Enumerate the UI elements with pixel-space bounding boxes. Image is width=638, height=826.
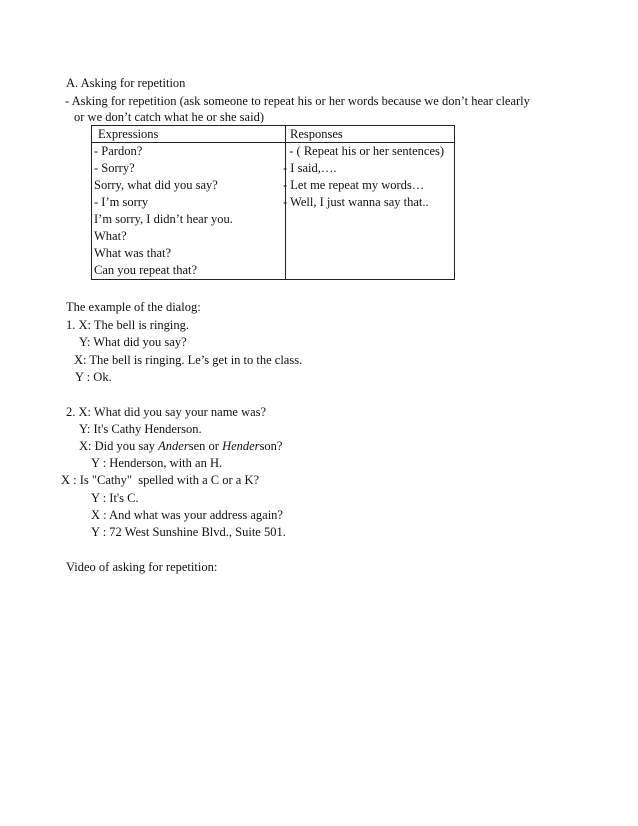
dialog2-line: X : Is "Cathy" spelled with a C or a K?: [61, 473, 260, 487]
section-description-continued: or we don’t catch what he or she said): [74, 110, 264, 124]
expression-item: - Sorry?: [94, 161, 135, 175]
expression-item: - I’m sorry: [94, 195, 149, 209]
dialog2-line: [79, 438, 282, 454]
dialog2-line: Y: It's Cathy Henderson.: [79, 422, 202, 436]
dialog1-line: X: The bell is ringing. Le’s get in to the class.: [74, 353, 303, 367]
video-label: Video of asking for repetition:: [66, 560, 218, 574]
table-row: [92, 143, 455, 280]
dialog1-line: 1. X: The bell is ringing.: [66, 318, 190, 332]
dialog2-line: Y : It's C.: [91, 491, 139, 505]
dialog2-line: Y : Henderson, with an H.: [91, 456, 223, 470]
section-description: - Asking for repetition (ask someone to repeat his or her words because we don’t hear clearly: [65, 94, 530, 108]
response-item: - Let me repeat my words…: [283, 178, 425, 192]
section-heading: A. Asking for repetition: [66, 76, 186, 90]
expressions-table: [91, 125, 455, 280]
dialog2-text: X: Did you say: [79, 439, 159, 453]
dialog2-text: son?: [259, 439, 283, 453]
dialog2-emphasis: Hender: [222, 439, 260, 453]
dialog2-line: 2. X: What did you say your name was?: [66, 405, 267, 419]
response-item: - Well, I just wanna say that..: [283, 195, 429, 209]
table-header-row: [92, 126, 455, 143]
dialog2-line: Y : 72 West Sunshine Blvd., Suite 501.: [91, 525, 286, 539]
expression-item: Sorry, what did you say?: [94, 178, 218, 192]
response-item: - ( Repeat his or her sentences): [283, 144, 445, 158]
dialog2-line: X : And what was your address again?: [91, 508, 283, 522]
dialog1-line: Y: What did you say?: [79, 335, 187, 349]
expressions-cell: [92, 143, 286, 280]
table-header-responses: Responses: [286, 126, 455, 143]
expression-item: I’m sorry, I didn’t hear you.: [94, 212, 233, 226]
responses-cell: [283, 143, 455, 280]
response-item: - I said,….: [283, 161, 337, 175]
example-title: The example of the dialog:: [66, 300, 201, 314]
dialog2-emphasis: Ander: [158, 439, 189, 453]
dialog1-line: Y : Ok.: [75, 370, 112, 384]
expression-item: - Pardon?: [94, 144, 143, 158]
expression-item: What was that?: [94, 246, 172, 260]
table-header-expressions: Expressions: [92, 126, 286, 143]
dialog2-text: sen or: [188, 439, 223, 453]
expression-item: What?: [94, 229, 127, 243]
expression-item: Can you repeat that?: [94, 263, 198, 277]
